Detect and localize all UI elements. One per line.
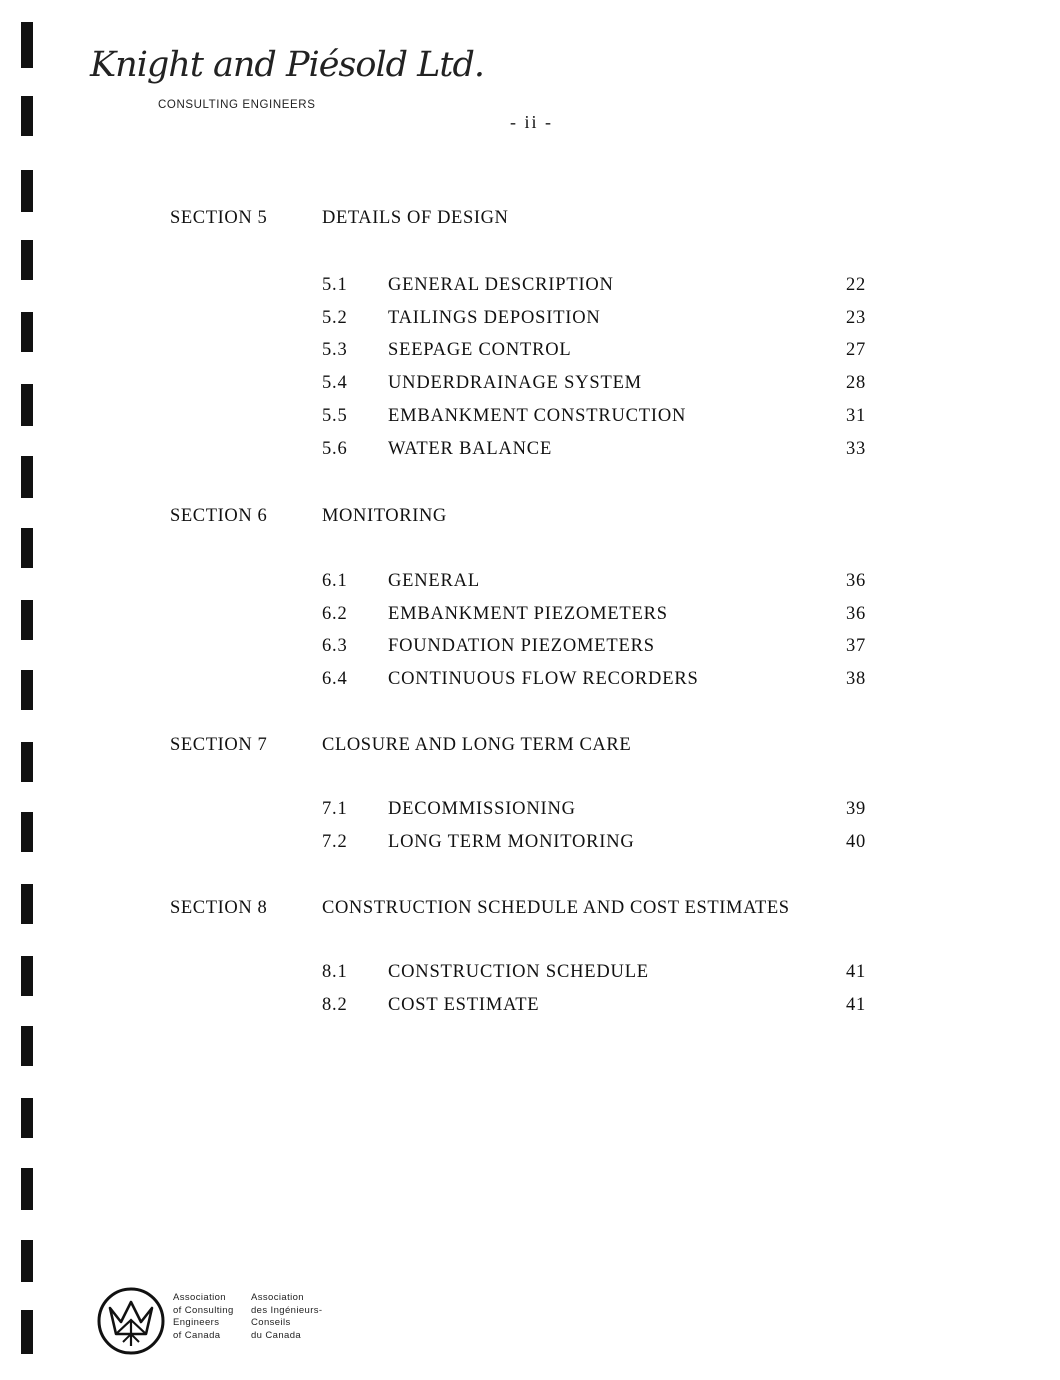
toc-entry-title: UNDERDRAINAGE SYSTEM <box>388 373 642 393</box>
binding-hole-mark <box>21 1310 33 1354</box>
toc-entry-page: 28 <box>846 373 867 393</box>
binding-hole-mark <box>21 884 33 924</box>
toc-entry-number: 7.1 <box>322 799 348 819</box>
toc-entry-page: 40 <box>846 832 867 852</box>
toc-entry-page: 22 <box>846 275 867 295</box>
binding-hole-mark <box>21 22 33 68</box>
firm-tagline: CONSULTING ENGINEERS <box>158 99 316 111</box>
binding-hole-mark <box>21 1240 33 1282</box>
binding-hole-mark <box>21 384 33 426</box>
toc-entry-page: 27 <box>846 340 867 360</box>
association-line: of Canada <box>173 1329 221 1341</box>
binding-hole-mark <box>21 670 33 710</box>
toc-entry-page: 36 <box>846 571 867 591</box>
section-title: CLOSURE AND LONG TERM CARE <box>322 735 632 755</box>
binding-hole-mark <box>21 528 33 568</box>
binding-hole-mark <box>21 742 33 782</box>
toc-entry-number: 6.2 <box>322 604 348 624</box>
toc-entry-title: FOUNDATION PIEZOMETERS <box>388 636 655 656</box>
toc-entry-number: 8.1 <box>322 962 348 982</box>
toc-entry-title: WATER BALANCE <box>388 439 553 459</box>
toc-entry-number: 5.1 <box>322 275 348 295</box>
section-label: SECTION 5 <box>170 208 268 228</box>
letterhead <box>90 45 485 120</box>
section-label: SECTION 6 <box>170 506 268 526</box>
association-line: des Ingénieurs- <box>251 1304 323 1316</box>
toc-entry-page: 23 <box>846 308 867 328</box>
acec-crown-emblem-icon <box>96 1286 166 1356</box>
binding-marks <box>0 0 50 1380</box>
toc-entry-page: 41 <box>846 995 867 1015</box>
toc-entry-page: 31 <box>846 406 867 426</box>
section-label: SECTION 7 <box>170 735 268 755</box>
toc-entry-title: CONTINUOUS FLOW RECORDERS <box>388 669 699 689</box>
toc-entry-page: 37 <box>846 636 867 656</box>
binding-hole-mark <box>21 600 33 640</box>
toc-entry-number: 7.2 <box>322 832 348 852</box>
binding-hole-mark <box>21 812 33 852</box>
toc-entry-title: DECOMMISSIONING <box>388 799 576 819</box>
toc-entry-number: 5.4 <box>322 373 348 393</box>
toc-entry-title: COST ESTIMATE <box>388 995 540 1015</box>
binding-hole-mark <box>21 1098 33 1138</box>
page-number: - ii - <box>510 112 553 132</box>
toc-entry-number: 5.3 <box>322 340 348 360</box>
toc-entry-number: 5.2 <box>322 308 348 328</box>
toc-entry-number: 6.1 <box>322 571 348 591</box>
association-line: of Consulting <box>173 1304 234 1316</box>
section-title: MONITORING <box>322 506 447 526</box>
toc-entry-number: 5.6 <box>322 439 348 459</box>
toc-entry-page: 41 <box>846 962 867 982</box>
toc-entry-page: 39 <box>846 799 867 819</box>
section-title: DETAILS OF DESIGN <box>322 208 509 228</box>
toc-entry-title: LONG TERM MONITORING <box>388 832 635 852</box>
association-line: Association <box>173 1292 226 1303</box>
binding-hole-mark <box>21 1168 33 1210</box>
association-line: Engineers <box>173 1317 220 1328</box>
binding-hole-mark <box>21 1026 33 1066</box>
binding-hole-mark <box>21 956 33 996</box>
toc-entry-title: TAILINGS DEPOSITION <box>388 308 601 328</box>
toc-entry-number: 8.2 <box>322 995 348 1015</box>
association-line: Association <box>251 1292 304 1303</box>
toc-entry-title: GENERAL <box>388 571 480 591</box>
toc-entry-title: CONSTRUCTION SCHEDULE <box>388 962 649 982</box>
section-title: CONSTRUCTION SCHEDULE AND COST ESTIMATES <box>322 898 790 918</box>
association-line: Conseils <box>251 1317 291 1328</box>
association-line: du Canada <box>251 1329 302 1341</box>
toc-entry-number: 6.3 <box>322 636 348 656</box>
toc-entry-page: 33 <box>846 439 867 459</box>
binding-hole-mark <box>21 96 33 136</box>
binding-hole-mark <box>21 240 33 280</box>
toc-entry-number: 6.4 <box>322 669 348 689</box>
binding-hole-mark <box>21 456 33 498</box>
binding-hole-mark <box>21 312 33 352</box>
toc-entry-page: 38 <box>846 669 867 689</box>
toc-entry-title: EMBANKMENT PIEZOMETERS <box>388 604 668 624</box>
toc-entry-number: 5.5 <box>322 406 348 426</box>
section-label: SECTION 8 <box>170 898 268 918</box>
binding-hole-mark <box>21 170 33 212</box>
toc-entry-title: SEEPAGE CONTROL <box>388 340 572 360</box>
toc-entry-title: GENERAL DESCRIPTION <box>388 275 614 295</box>
toc-entry-page: 36 <box>846 604 867 624</box>
toc-entry-title: EMBANKMENT CONSTRUCTION <box>388 406 687 426</box>
association-name-english <box>173 1292 234 1342</box>
firm-name: Knight and Piésold Ltd. <box>90 45 485 85</box>
association-name-french <box>251 1292 322 1342</box>
